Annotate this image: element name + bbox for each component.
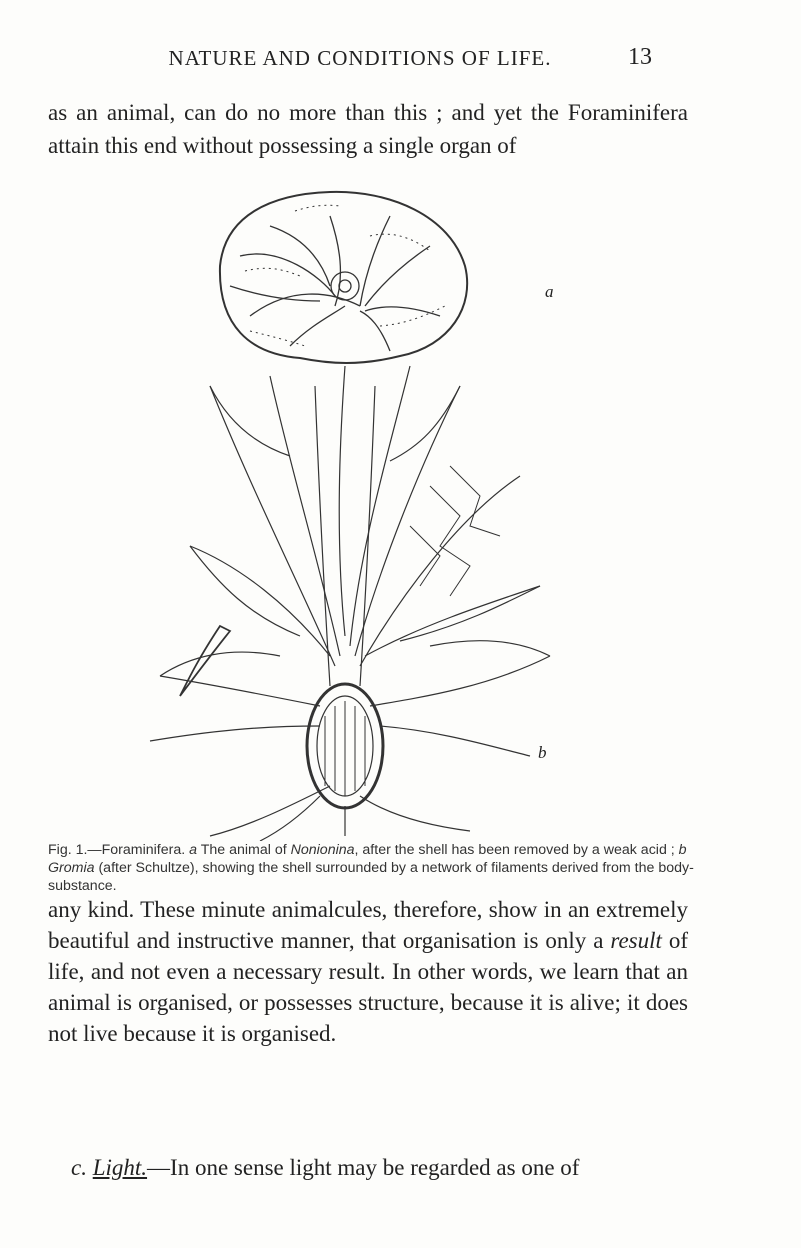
figure-caption — [48, 841, 712, 895]
paragraph-main-text: any kind. These minute animalcules, therefore, show in an extremely beautiful and instructive manner, that organisation is only a — [48, 897, 688, 953]
caption-letter-a: a — [189, 842, 198, 858]
caption-genus-a: Nonionina — [290, 842, 355, 858]
figure-label-b: b — [538, 743, 547, 762]
paragraph-main-rest: of life, and not even a necessary result. In other words, we learn that an animal is organised, or possesses structure, because it is alive; it does not live because it is organised. — [48, 928, 688, 1046]
caption-letter-b: b — [678, 842, 687, 858]
running-head: NATURE AND CONDITIONS OF LIFE. — [168, 46, 552, 70]
section-marker: c. — [71, 1155, 87, 1180]
section-heading-light: Light. — [92, 1155, 148, 1180]
foraminifera-illustration — [130, 186, 600, 841]
engraving-drawing — [130, 186, 600, 841]
page-number: 13 — [628, 44, 652, 70]
paragraph-main — [48, 894, 688, 1049]
emphasis-result: result — [610, 928, 662, 953]
caption-part-a: The animal of — [197, 842, 291, 858]
paragraph-light — [48, 1152, 688, 1183]
caption-prefix: Fig. 1.—Foraminifera. — [48, 842, 190, 858]
paragraph-top: as an animal, can do no more than this ; and yet the Foraminifera attain this end without possessing a single organ of — [48, 100, 688, 158]
figure-label-a: a — [545, 282, 554, 301]
caption-genus-b: Gromia — [48, 860, 95, 876]
caption-part-a-rest: , after the shell has been removed by a weak acid ; — [354, 842, 679, 858]
caption-part-b-rest: (after Schultze), showing the shell surrounded by a network of filaments derived from the body-substance. — [48, 860, 694, 894]
section-text: —In one sense light may be regarded as one of — [147, 1155, 580, 1180]
